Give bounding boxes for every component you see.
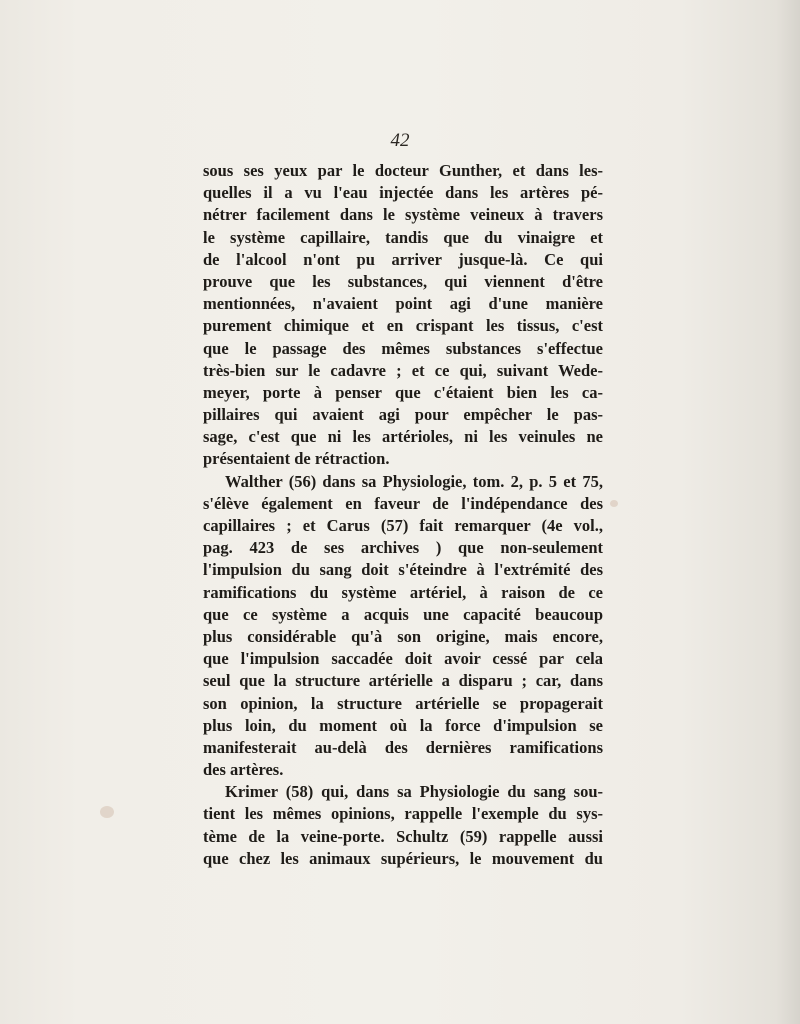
text-line: sous ses yeux par le docteur Gunther, et dans les- — [203, 161, 603, 180]
text-line: plus considérable qu'à son origine, mais encore, — [203, 626, 603, 646]
text-line: l'impulsion du sang doit s'éteindre à l'extrémité des — [203, 560, 603, 580]
text-line: des artères. — [203, 760, 284, 780]
text-line: ramifications du système artériel, à raison de ce — [203, 582, 603, 602]
text-line: pillaires qui avaient agi pour empêcher le pas- — [203, 405, 603, 425]
text-line: que chez les animaux supérieurs, le mouvement du — [203, 848, 603, 868]
text-line: mentionnées, n'avaient point agi d'une manière — [203, 294, 603, 314]
text-line: Walther (56) dans sa Physiologie, tom. 2, p. 5 et 75, — [225, 471, 603, 491]
text-line: que le passage des mêmes substances s'effectue — [203, 338, 603, 358]
text-line: quelles il a vu l'eau injectée dans les artères pé- — [203, 183, 603, 203]
text-line: présentaient de rétraction. — [203, 449, 390, 469]
paragraph — [203, 781, 603, 870]
text-line: purement chimique et en crispant les tissus, c'est — [203, 316, 603, 336]
text-line: sage, c'est que ni les artérioles, ni les veinules ne — [203, 427, 603, 447]
text-line: seul que la structure artérielle a disparu ; car, dans — [203, 671, 603, 691]
paper-stain — [100, 806, 114, 818]
paragraph — [203, 160, 603, 471]
text-line: que ce système a acquis une capacité beaucoup — [203, 604, 603, 624]
text-line: son opinion, la structure artérielle se propagerait — [203, 693, 603, 713]
paragraph — [203, 471, 603, 782]
text-line: meyer, porte à penser que c'étaient bien les ca- — [203, 382, 603, 402]
text-line: de l'alcool n'ont pu arriver jusque-là. Ce qui — [203, 249, 603, 269]
text-line: prouve que les substances, qui viennent d'être — [203, 271, 603, 291]
text-line: Krimer (58) qui, dans sa Physiologie du sang sou- — [225, 782, 603, 802]
text-line: capillaires ; et Carus (57) fait remarquer (4e vol., — [203, 516, 603, 535]
text-line: plus loin, du moment où la force d'impulsion se — [203, 715, 603, 735]
page-number: 42 — [390, 130, 410, 151]
text-line: tème de la veine-porte. Schultz (59) rappelle aussi — [203, 826, 603, 846]
text-line: que l'impulsion saccadée doit avoir cessé par cela — [203, 649, 603, 669]
text-line: pag. 423 de ses archives ) que non-seulement — [203, 538, 603, 558]
text-line: s'élève également en faveur de l'indépendance des — [203, 493, 603, 513]
text-line: tient les mêmes opinions, rappelle l'exemple du sys- — [203, 804, 603, 824]
text-line: manifesterait au-delà des dernières ramifications — [203, 737, 603, 757]
body-text — [203, 160, 603, 870]
text-line: le système capillaire, tandis que du vinaigre et — [203, 227, 603, 247]
text-line: nétrer facilement dans le système veineux à travers — [203, 205, 603, 225]
text-line: très-bien sur le cadavre ; et ce qui, suivant Wede- — [203, 360, 603, 380]
paper-stain — [610, 500, 618, 507]
